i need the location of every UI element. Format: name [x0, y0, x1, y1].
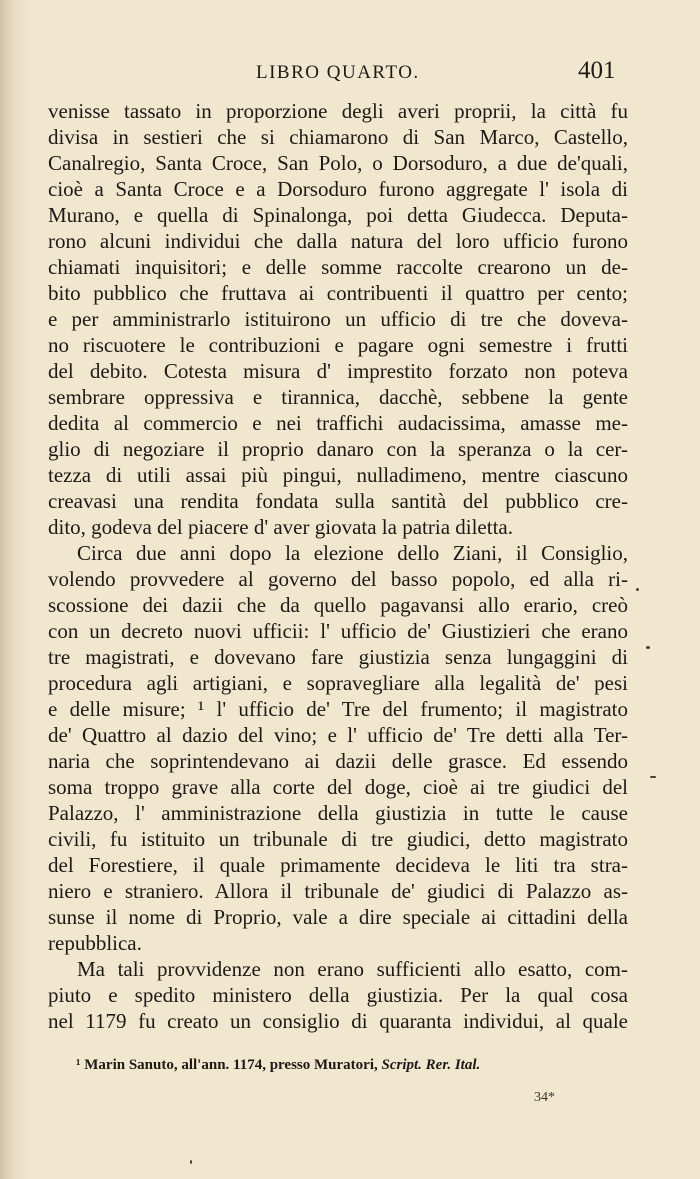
- text-line: Palazzo, l' amministrazione della giustizia in tutte le cause: [48, 801, 628, 825]
- text-line: e delle misure; ¹ l' ufficio de' Tre del frumento; il magistrato: [48, 697, 628, 721]
- text-line: dedita al commercio e nei traffichi audacissima, amasse me-: [48, 411, 628, 435]
- text-line: e per amministrarlo istituirono un ufficio di tre che doveva-: [48, 307, 628, 331]
- footnote: [76, 1057, 636, 1074]
- text-line: cioè a Santa Croce e a Dorsoduro furono aggregate l' isola di: [48, 177, 628, 201]
- text-line: del Forestiere, il quale primamente decideva le liti tra stra-: [48, 853, 628, 877]
- text-line: glio di negoziare il proprio danaro con la speranza o la cer-: [48, 437, 628, 461]
- page-number: 401: [578, 57, 616, 84]
- paper-speck: [636, 588, 639, 591]
- text-line: tre magistrati, e dovevano fare giustizia senza lungaggini di: [48, 645, 628, 669]
- text-line: tezza di utili assai più pingui, nulladimeno, mentre ciascuno: [48, 463, 628, 487]
- text-line: piuto e spedito ministero della giustizia. Per la qual cosa: [48, 983, 628, 1007]
- text-line: repubblica.: [48, 931, 142, 955]
- text-line: dito, godeva del piacere d' aver giovata la patria diletta.: [48, 515, 513, 539]
- running-title: LIBRO QUARTO.: [256, 62, 420, 83]
- paper-speck: [190, 1160, 192, 1164]
- text-line: naria che soprintendevano ai dazii delle grasce. Ed essendo: [48, 749, 628, 773]
- text-line: creavasi una rendita fondata sulla santità del pubblico cre-: [48, 489, 628, 513]
- text-line: sembrare oppressiva e tirannica, dacchè, sebbene la gente: [48, 385, 628, 409]
- text-line: civili, fu istituito un tribunale di tre giudici, detto magistrato: [48, 827, 628, 851]
- text-line: Circa due anni dopo la elezione dello Ziani, il Consiglio,: [77, 541, 628, 565]
- text-line: volendo provvedere al governo del basso popolo, ed alla ri-: [48, 567, 628, 591]
- text-line: chiamati inquisitori; e delle somme raccolte crearono un de-: [48, 255, 628, 279]
- text-line: bito pubblico che fruttava ai contribuenti il quattro per cento;: [48, 281, 628, 305]
- text-line: Murano, e quella di Spinalonga, poi detta Giudecca. Deputa-: [48, 203, 628, 227]
- footnote-text: Marin Sanuto, all'ann. 1174, presso Muratori,: [84, 1057, 378, 1073]
- footnote-italic: Script. Rer. Ital.: [381, 1057, 481, 1073]
- paper-speck: [646, 646, 650, 649]
- text-line: procedura agli artigiani, e sopravegliare alla legalità de' pesi: [48, 671, 628, 695]
- text-line: sunse il nome di Proprio, vale a dire speciale ai cittadini della: [48, 905, 628, 929]
- footnote-marker: ¹: [76, 1057, 81, 1073]
- text-line: no riscuotere le contribuzioni e pagare ogni semestre i frutti: [48, 333, 628, 357]
- text-line: divisa in sestieri che si chiamarono di San Marco, Castello,: [48, 125, 628, 149]
- body-text: [48, 98, 628, 1034]
- text-line: soma troppo grave alla corte del doge, cioè ai tre giudici del: [48, 775, 628, 799]
- text-line: niero e straniero. Allora il tribunale de' giudici di Palazzo as-: [48, 879, 628, 903]
- text-line: nel 1179 fu creato un consiglio di quaranta individui, al quale: [48, 1009, 628, 1033]
- text-line: Ma tali provvidenze non erano sufficienti allo esatto, com-: [77, 957, 628, 981]
- text-line: venisse tassato in proporzione degli averi proprii, la città fu: [48, 99, 628, 123]
- paper-speck: [650, 776, 656, 778]
- text-line: Canalregio, Santa Croce, San Polo, o Dorsoduro, a due de'quali,: [48, 151, 628, 175]
- text-line: con un decreto nuovi ufficii: l' ufficio de' Giustizieri che erano: [48, 619, 628, 643]
- text-line: del debito. Cotesta misura d' imprestito forzato non poteva: [48, 359, 628, 383]
- signature-mark: 34*: [534, 1090, 555, 1105]
- running-head: [0, 57, 700, 92]
- text-line: de' Quattro al dazio del vino; e l' ufficio de' Tre detti alla Ter-: [48, 723, 628, 747]
- text-line: scossione dei dazii che da quello pagavansi allo erario, creò: [48, 593, 628, 617]
- text-line: rono alcuni individui che dalla natura del loro ufficio furono: [48, 229, 628, 253]
